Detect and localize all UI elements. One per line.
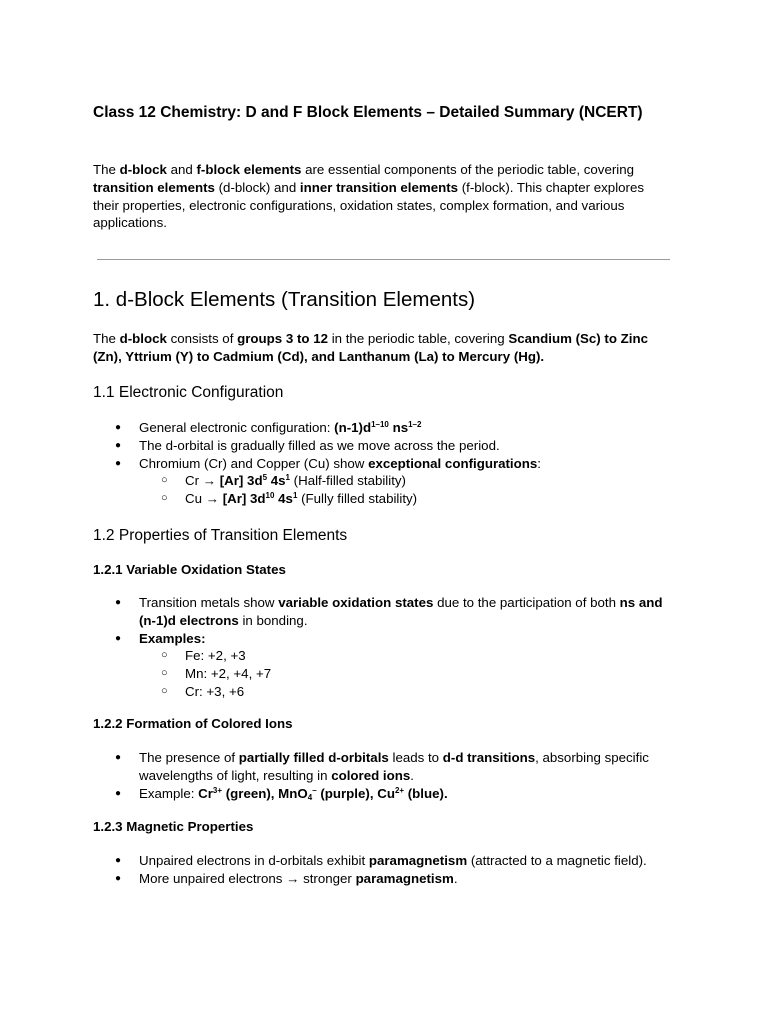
sub-list-item-chromium: ○ Cr → [Ar] $3d^5$ $4s^1$ (Half-filled stability) xyxy=(93,472,673,490)
subsection-1-2-heading: 1.2 Properties of Transition Elements xyxy=(93,527,348,544)
oxidation-states-list xyxy=(93,594,673,701)
list-item: ● The d-orbital is gradually filled as we move across the period. xyxy=(93,437,673,455)
sub-list-item: ○ Cr: +3, +6 xyxy=(93,683,673,701)
horizontal-divider xyxy=(97,259,670,260)
list-item: ● Example: $Cr^{3+}$ (green), MnO$_4$– (purple), $Cu^{2+}$ (blue). xyxy=(93,785,673,803)
sub-list-item: ○ Fe: +2, +3 xyxy=(93,647,673,665)
magnetic-properties-list xyxy=(93,852,653,888)
document-title: Class 12 Chemistry: D and F Block Elements – Detailed Summary (NCERT) xyxy=(93,104,643,121)
list-item: ● Chromium (Cr) and Copper (Cu) show exceptional configurations: xyxy=(93,455,673,473)
subsection-1-2-1-heading: 1.2.1 Variable Oxidation States xyxy=(93,562,286,577)
list-item: ● Transition metals show variable oxidation states due to the participation of both ns and (n-1)d electrons in bonding. xyxy=(93,594,673,630)
colored-ions-list xyxy=(93,749,673,802)
subsection-1-2-3-heading: 1.2.3 Magnetic Properties xyxy=(93,819,254,834)
electronic-config-list xyxy=(93,419,673,508)
subsection-1-2-2-heading: 1.2.2 Formation of Colored Ions xyxy=(93,716,293,731)
list-item: ● Unpaired electrons in d-orbitals exhibit paramagnetism (attracted to a magnetic field). xyxy=(93,852,653,870)
section-1-heading: 1. d-Block Elements (Transition Elements) xyxy=(93,288,476,311)
sub-list-item: ○ Mn: +2, +4, +7 xyxy=(93,665,673,683)
sub-list-item-copper: ○ Cu → [Ar] $3d^{10}$ $4s^1$ (Fully filled stability) xyxy=(93,490,673,508)
list-item-examples: ● Examples: xyxy=(93,630,673,648)
subsection-1-1-heading: 1.1 Electronic Configuration xyxy=(93,384,284,401)
section-1-paragraph: The d-block consists of groups 3 to 12 in the periodic table, covering Scandium (Sc) to Zinc (Zn), Yttrium (Y) to Cadmium (Cd), and Lanthanum (La) to Mercury (Hg). xyxy=(93,331,648,364)
list-item: ● More unpaired electrons → stronger paramagnetism. xyxy=(93,870,653,888)
list-item: ● The presence of partially filled d-orbitals leads to d-d transitions, absorbing specific wavelengths of light, resulting in colored ions. xyxy=(93,749,673,785)
list-item: ● General electronic configuration: $(n-1)d^{1-10}$ $ns^{1-2}$ xyxy=(93,419,673,437)
intro-paragraph: The d-block and f-block elements are essential components of the periodic table, covering transition elements (d-block) and inner transition elements (f-block). This chapter explores their properties, electronic configurations, oxidation states, complex formation, and various applications. xyxy=(93,162,645,231)
